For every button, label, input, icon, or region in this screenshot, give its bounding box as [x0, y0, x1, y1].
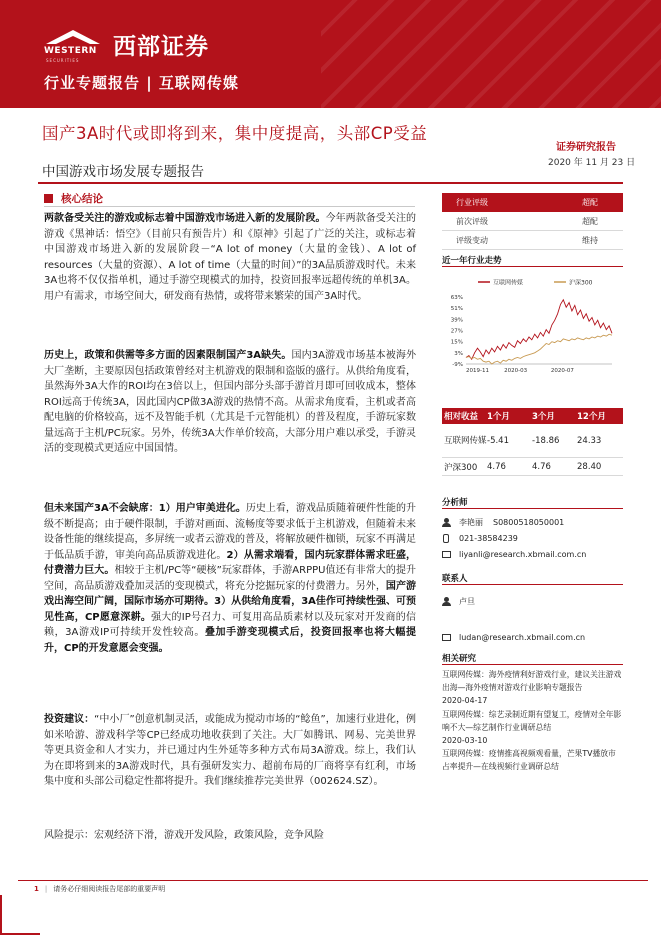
- related-list: [442, 668, 623, 774]
- paragraph-3: [44, 501, 416, 656]
- header-banner: [0, 0, 661, 108]
- performance-table: [442, 408, 623, 476]
- related-item-text: 互联网传媒：综艺录制近期有望复工，疫情对全年影响不大—综艺制作行业调研总结: [442, 709, 622, 732]
- x-tick-label: 2020-03: [504, 368, 528, 374]
- rating-row: [442, 193, 623, 212]
- p3-bold-3: 国产游戏出海空间广阔，国际市场亦可期待。3）从供给角度看，3A佳作可持续性强、可预见性高，CP愿意深耕。: [44, 580, 417, 623]
- footer-rule: [18, 880, 648, 881]
- perf-header: 相对收益: [444, 412, 479, 422]
- core-heading: [44, 191, 103, 206]
- p3-bold-1: 但未来国产3A不会缺席：1）用户审美进化。: [44, 503, 246, 514]
- contact-email[interactable]: ludan@research.xbmail.com.cn: [459, 632, 586, 642]
- related-item-date: 2020-03-10: [442, 736, 488, 746]
- logo-cn: 西部证券: [113, 34, 209, 60]
- person-icon: [442, 518, 451, 527]
- paragraph-1: [44, 211, 416, 304]
- analyst-phone-line: [442, 530, 586, 546]
- x-tick-label: 2019-11: [466, 368, 489, 374]
- perf-cell-name: 沪深300: [444, 462, 478, 473]
- rating-table: [442, 193, 623, 250]
- rating-key: 评级变动: [456, 235, 488, 245]
- perf-header: 1个月: [487, 412, 510, 422]
- related-item[interactable]: [442, 747, 623, 773]
- mail-icon: [442, 551, 451, 558]
- series-line-2: [466, 334, 612, 364]
- page-number: 1: [34, 885, 39, 893]
- analyst-name-line: [442, 514, 586, 530]
- paragraph-4: [44, 712, 416, 790]
- y-tick-label: 51%: [450, 306, 463, 313]
- rating-row: [442, 212, 623, 231]
- rating-value: 超配: [582, 198, 598, 207]
- p1-text: 今年两款备受关注的游戏《黑神话：悟空》（目前只有预告片）和《原神》引起了广泛的关注，或标志着中国游戏市场进入新的发展阶段－“A lot of money（大量的金钱）、A lot of resources（大量的资源）、A lot of time（大量的时间）”的3A品质游戏时代。未来3A也将不仅仅指单机，通过手游空现模式的加持，投资回报率远超传统的单机3A。用户有需求，市场空间大，研发商有热情，或将带来繁荣的国产3A时代。: [44, 213, 417, 302]
- p2-text: 国内3A游戏市场基本被海外大厂垄断，主要原因包括政策曾经对主机游戏的限制和盗版的盛行。从供给角度看，虽然海外3A大作的ROI均在3倍以上，但国内部分头部手游首月即可回收成本，整体ROI远高于传统3A，因此国内CP做3A游戏的热情不高。从需求角度看，主机或者高配电脑的价格较高，远不及智能手机（尤其是千元智能机）的普及程度，手游玩家数量远高于主机/PC玩家。另外，传统3A大作单价较高，大部分用户难以承受，手游灵活的变现模式更适应中国国情。: [44, 350, 417, 454]
- core-divider: [44, 206, 415, 207]
- trend-chart: [442, 270, 623, 382]
- analyst-email-line: [442, 546, 586, 562]
- p2-bold: 历史上，政策和供需等多方面的因素限制国产3A缺失。: [44, 350, 292, 361]
- y-tick-label: 15%: [450, 339, 463, 346]
- footer-note: 请务必仔细阅读报告尾部的重要声明: [53, 885, 166, 893]
- contact-rule: [442, 584, 623, 585]
- perf-header-row: [442, 408, 623, 424]
- analyst-phone: 021-38584239: [459, 533, 518, 543]
- report-subtitle: 中国游戏市场发展专题报告: [42, 164, 204, 180]
- y-tick-label: -9%: [452, 362, 463, 368]
- rating-key: 前次评级: [456, 216, 488, 226]
- rating-row: [442, 231, 623, 250]
- report-label: 证券研究报告: [556, 142, 616, 153]
- rating-value: 超配: [582, 216, 598, 226]
- chart-title: 近一年行业走势: [442, 256, 502, 266]
- legend-label-1: 互联网传媒: [493, 279, 524, 287]
- perf-row: [442, 424, 623, 458]
- header-stripes: [321, 0, 661, 108]
- report-type: 行业专题报告 | 互联网传媒: [44, 74, 239, 92]
- paragraph-2: [44, 348, 416, 457]
- perf-cell: -18.86: [532, 435, 560, 446]
- related-item-text: 互联网传媒：疫情推高视频观看量，芒果TV播放市占率提升—在线视频行业调研总结: [442, 749, 616, 772]
- report-date: 2020 年 11 月 23 日: [548, 158, 636, 168]
- analyst-cert: S0800518050001: [493, 517, 565, 527]
- risk-note: 风险提示：宏观经济下滑，游戏开发风险，政策风险，竞争风险: [44, 830, 324, 841]
- analyst-block: [442, 514, 586, 562]
- square-bullet-icon: [44, 194, 53, 203]
- y-tick-label: 27%: [450, 328, 463, 335]
- related-item-text: 互联网传媒：海外疫情利好游戏行业，建议关注游戏出海—海外疫情对游戏行业影响专题报告: [442, 670, 622, 693]
- p3-bold-4: 叠加手游变现模式后，投资回报率也将大幅提升，CP的开发意愿会变强。: [44, 627, 417, 654]
- logo-en: WESTERN: [44, 46, 97, 56]
- chart-title-rule: [442, 266, 623, 267]
- analyst-title: 分析师: [442, 498, 468, 508]
- logo-en-small: SECURITIES: [46, 58, 80, 63]
- related-item[interactable]: [442, 668, 623, 708]
- y-tick-label: 39%: [450, 317, 463, 324]
- legend-label-2: 沪深300: [569, 279, 593, 287]
- analyst-rule: [442, 508, 623, 509]
- related-rule: [442, 664, 623, 665]
- footer-separator: |: [44, 885, 48, 893]
- perf-row: [442, 458, 623, 476]
- p3-text-2: 相较于主机/PC等“硬核”玩家群体，手游ARPPU值还有非常大的提升空间，高品质游戏叠加灵活的变现模式，将充分挖掘玩家的付费潜力。另外，: [44, 565, 416, 592]
- p3-bold-2: 2）从需求端看，国内玩家群体需求旺盛，付费潜力巨大。: [44, 549, 416, 576]
- y-tick-label: 63%: [450, 295, 463, 301]
- perf-cell: 4.76: [532, 461, 551, 472]
- rating-key: 行业评级: [456, 198, 488, 207]
- analyst-name: 李艳丽: [459, 517, 483, 527]
- p3-text-1: 历史上看，游戏品质随着硬件性能的升级不断提高；由于硬件限制，手游对画面、流畅度等要求低于主机游戏，但随着未来设备性能的继续提高，多屏统一或者云游戏的普及，将解放硬件枷锁，玩家不再满足于低品质手游，审美向高品质游戏进化。: [44, 503, 417, 561]
- y-tick-label: 3%: [454, 350, 463, 357]
- contact-name-line: [442, 593, 585, 609]
- p4-text: “中小厂”创意机制灵活，或能成为搅动市场的“鲶鱼”，加速行业进化，例如米哈游、游戏科学等CP已经成功地收获到了关注。大厂如腾讯、网易、完美世界等更具资金和人才实力，并已通过内生外延等多种方式布局3A游戏。综上，我们认为在即将到来的3A游戏时代，具有强研发实力、超前布局的厂商将享有红利，市场集中度和头部公司稳定性都将提升。我们继续推荐完美世界（002624.SZ）。: [44, 714, 416, 787]
- phone-icon: [443, 534, 449, 543]
- perf-cell-name: 互联网传媒: [444, 436, 487, 446]
- contact-title: 联系人: [442, 574, 468, 584]
- contact-email-line: [442, 629, 585, 645]
- rating-value: 维持: [582, 235, 598, 245]
- contact-block: [442, 593, 585, 645]
- x-tick-label: 2020-07: [550, 368, 574, 374]
- footer: [34, 884, 165, 894]
- perf-header: 3个月: [532, 412, 555, 422]
- p1-bold: 两款备受关注的游戏或标志着中国游戏市场进入新的发展阶段。: [44, 213, 326, 224]
- perf-cell: 4.76: [487, 461, 506, 472]
- corner-mark: [0, 895, 2, 935]
- related-title: 相关研究: [442, 654, 477, 664]
- contact-name: 卢旦: [459, 596, 475, 606]
- p4-bold: 投资建议：: [44, 714, 95, 725]
- core-heading-text: 核心结论: [61, 193, 103, 205]
- analyst-email[interactable]: liyanli@research.xbmail.com.cn: [459, 549, 587, 559]
- related-item-date: 2020-04-17: [442, 696, 488, 706]
- perf-header: 12个月: [577, 412, 606, 422]
- perf-cell: -5.41: [487, 435, 509, 446]
- p3-text-3: 强大的IP号召力、可复用高品质素材以及玩家对开发商的信赖，3A游戏IP可持续开发性较高。: [44, 611, 417, 638]
- mail-icon: [442, 634, 451, 641]
- perf-cell: 28.40: [577, 461, 602, 472]
- related-item[interactable]: [442, 708, 623, 748]
- person-icon: [442, 597, 451, 606]
- perf-cell: 24.33: [577, 435, 602, 446]
- report-title: 国产3A时代或即将到来，集中度提高，头部CP受益: [42, 124, 428, 143]
- title-divider: [38, 182, 623, 184]
